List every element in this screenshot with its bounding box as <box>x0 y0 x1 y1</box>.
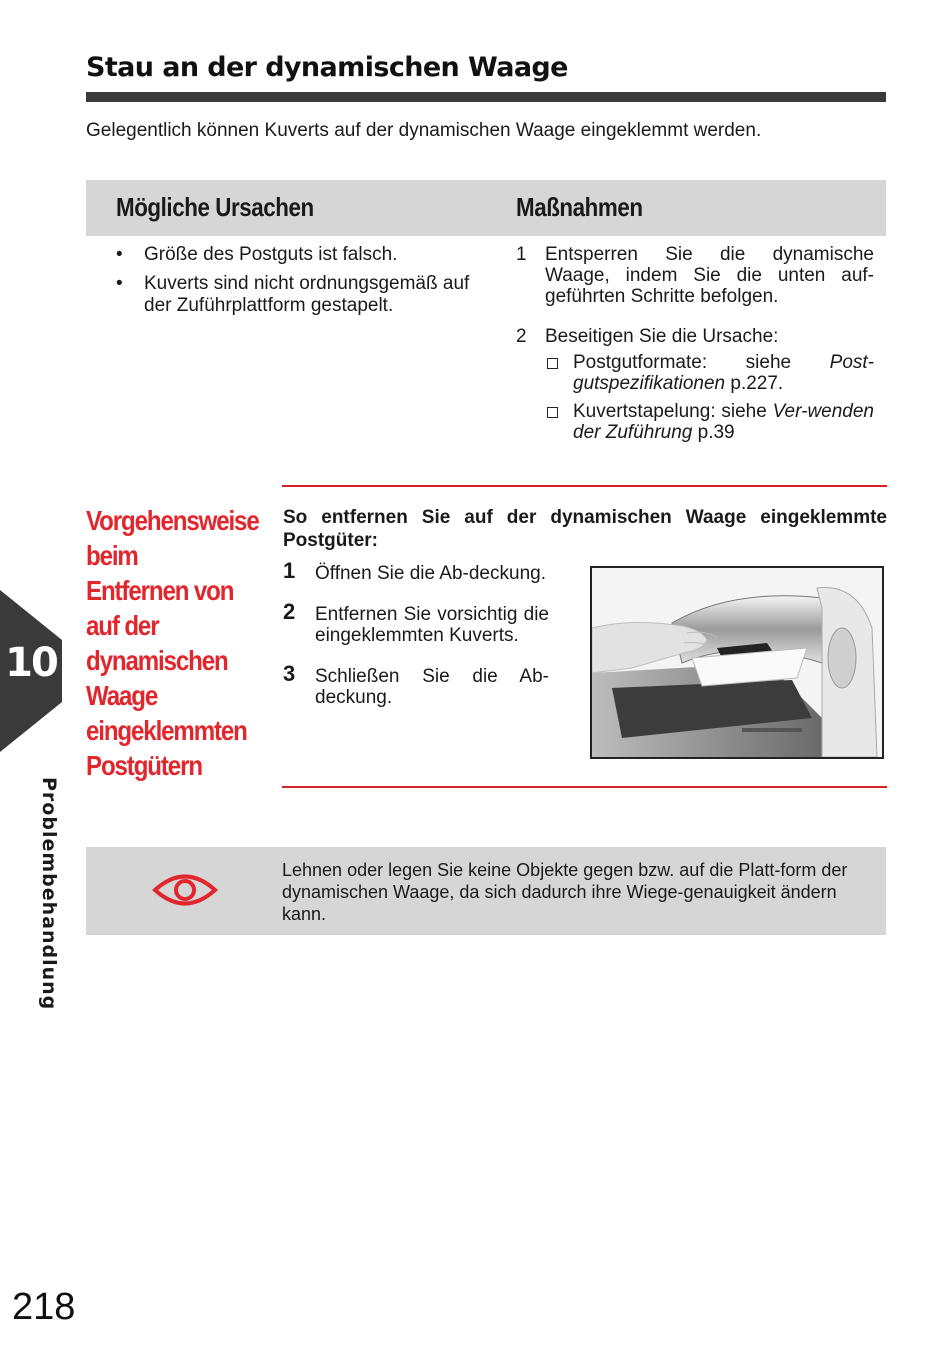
causes-header: Mögliche Ursachen <box>116 192 314 222</box>
note-text: Lehnen oder legen Sie keine Objekte gegen bzw. auf die Platt-form der dynamischen Waage, da sich dadurch ihre Wiege-genauigkeit ändern kann. <box>282 860 848 924</box>
procedure-bottom-rule <box>282 786 887 788</box>
measure-text: Entsperren Sie die dynamische Waage, indem Sie die unten auf-geführten Schritte befolgen. <box>545 244 874 307</box>
sub-measure-prefix: Kuvertstapelung: siehe <box>573 401 773 422</box>
step-item <box>283 599 549 646</box>
title-rule <box>86 92 886 102</box>
page-title: Stau an der dynamischen Waage <box>86 52 568 83</box>
note-box <box>86 847 886 935</box>
sub-measures-list <box>545 352 874 443</box>
chapter-number: 10 <box>5 640 57 686</box>
measure-item <box>514 326 874 443</box>
table-header <box>86 180 886 236</box>
step-item <box>283 558 549 584</box>
page-number: 218 <box>12 1286 76 1328</box>
intro-text: Gelegentlich können Kuverts auf der dynamischen Waage eingeklemmt werden. <box>86 120 762 141</box>
sub-measure-item <box>545 401 874 443</box>
measure-item <box>514 244 874 307</box>
sub-measure-prefix: Postgutformate: siehe <box>573 352 830 373</box>
causes-list <box>112 244 482 324</box>
procedure-top-rule <box>282 485 887 487</box>
measure-number: 1 <box>516 244 527 265</box>
cause-item: • Größe des Postguts ist falsch. <box>112 244 482 266</box>
step-number: 1 <box>283 558 296 583</box>
step-number: 3 <box>283 661 296 686</box>
reference-link[interactable]: Ver-wenden der Zuführung <box>573 401 874 443</box>
chapter-title: Problembehandlung <box>38 777 60 1011</box>
measures-list <box>514 244 874 462</box>
scale-photo <box>590 566 884 759</box>
step-text: Öffnen Sie die Ab-deckung. <box>315 563 546 584</box>
sub-measure-page: p.39 <box>692 422 735 443</box>
step-text: Entfernen Sie vorsichtig die eingeklemmten Kuverts. <box>315 604 549 646</box>
procedure-heading: Vorgehensweise beim Entfernen von auf der dynamischen Waage eingeklemmten Postgütern <box>86 505 259 781</box>
sub-measure-item <box>545 352 874 394</box>
step-text: Schließen Sie die Ab-deckung. <box>315 666 549 708</box>
measure-number: 2 <box>516 326 527 347</box>
step-item <box>283 661 549 708</box>
measures-header: Maßnahmen <box>516 192 643 222</box>
sub-measure-page: p.227. <box>725 373 784 394</box>
eye-icon <box>152 871 218 909</box>
reference-link[interactable]: Post-gutspezifikationen <box>573 352 874 394</box>
cause-item: • Kuverts sind nicht ordnungsgemäß auf der Zuführplattform gestapelt. <box>112 273 482 317</box>
measure-text: Beseitigen Sie die Ursache: <box>545 326 779 347</box>
step-number: 2 <box>283 599 296 624</box>
steps-list <box>283 558 549 708</box>
procedure-title: So entfernen Sie auf der dynamischen Waage eingeklemmte Postgüter: <box>283 507 887 551</box>
